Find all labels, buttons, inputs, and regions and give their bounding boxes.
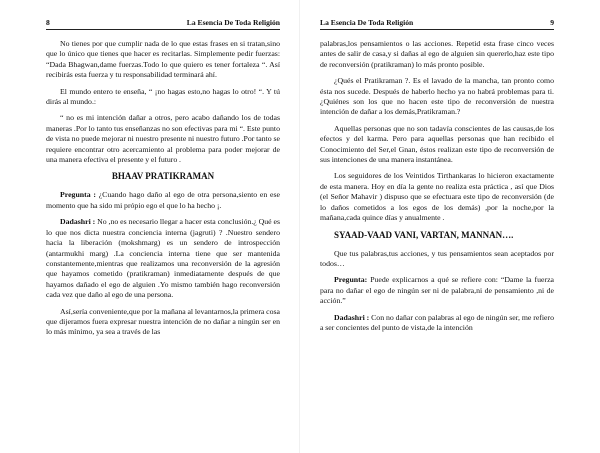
- left-page-header: [46, 18, 280, 30]
- dadashri-paragraph: [46, 217, 280, 300]
- paragraph: palabras,los pensamientos o las acciones. Repetid esta frase cinco veces antes de salir de casa,y si dañas al ego de alguien sin quererlo,haz este tipo de reconversión (pratikraman) lo más pronto posible.: [320, 39, 554, 69]
- paragraph: Los seguidores de los Veintidos Tirthankaras lo hicieron exactamente de esta manera. Hoy en día la gente no realiza esta práctica , así que Dios (el Señor Mahavir ) dispuso que se efectuara este tipo de reconversión (de lo daños cometidos a los egos de los demás) ,por la noche,por la mañana,cada quince días y anualmente .: [320, 171, 554, 223]
- running-head: La Esencia De Toda Religión: [320, 18, 414, 27]
- page-number: 8: [46, 18, 50, 27]
- pregunta-paragraph: [46, 190, 280, 211]
- paragraph: No tienes por que cumplir nada de lo que estas frases en si tratan,sino que lo único que tienes que hacer es recitarlas. Simplemente pedir fuerzas: “Dada Bhagwan,dame fuerzas.Todo lo que quiero es tener fortaleza “. Así recibirás esta fuerza y tu responsabilidad terminará ahí.: [46, 39, 280, 80]
- dadashri-paragraph: [320, 313, 554, 334]
- pregunta-text: Puede explicarnos a qué se refiere con: “Dame la fuerza para no dañar el ego de ningún ser ni de palabra,ni de pensamiento ,ni de acción.”: [320, 275, 555, 306]
- paragraph: Aquellas personas que no son tadavía conscientes de las causas,de los efectos y del karma. Pero para aquellas personas que han recibido el Conocimiento del Ser,el Gnan, éstos realizan este tipo de reconversión de sus intenciones de una manera instantánea.: [320, 123, 554, 165]
- section-title: SYAAD-VAAD VANI, VARTAN, MANNAN….: [334, 229, 514, 240]
- paragraph: Así,sería conveniente,que por la mañana al levantarnos,la primera cosa que dijeramos fuera expresar nuestra intención de no dañar a ningún ser en lo más mínimo, ya sea a través de las: [46, 306, 280, 337]
- section-title: BHAAV PRATIKRAMAN: [111, 171, 215, 182]
- dadashri-text: Con no dañar con palabras al ego de ningún ser, me refiero a ser concientes del punto de vista,de la intención: [320, 312, 554, 332]
- paragraph: Que tus palabras,tus acciones, y tus pensamientos sean aceptados por todos…: [320, 248, 554, 268]
- left-page-body: [46, 39, 280, 338]
- right-page-body: [320, 39, 554, 333]
- pregunta-text: ¿Cuando hago daño al ego de otra persona,siento en ese momento que ha sido mi própio ego el que lo ha hecho ¡.: [46, 190, 280, 210]
- pregunta-label: Pregunta :: [60, 190, 96, 200]
- running-head: La Esencia De Toda Religión: [186, 18, 280, 27]
- dadashri-label: Dadashri :: [60, 217, 96, 227]
- pregunta-paragraph: [320, 275, 554, 306]
- pregunta-label: Pregunta:: [334, 275, 368, 285]
- right-page-header: [320, 18, 554, 30]
- dadashri-label: Dadashri :: [334, 312, 370, 322]
- dadashri-text: No ,no es necesario llegar a hacer esta conclusión.¿ Qué es lo que nos dicta nuestra conciencia interna (jagruti) ? .Nuestro sendero hacia la liberación (mokshmarg) es un sendero de introspección (antarmukhi marg) .La conciencia interna tiene que ser mantenida constantemente,mientras que realizamos una reconversión de la agresión que hayamos cometido (pratikraman) inmediatamente después de que hayamos dañado el ego de alguien .Yo mismo también hago reconversión cada vez que daño al ego de una persona.: [46, 217, 281, 300]
- paragraph: “ no es mi intención dañar a otros, pero acabo dañando los de todas maneras .Por lo tanto tus enseñanzas no son efectivas para mi “. Este punto de vista no puede mejorar ni nuestro presente ni nuestro futuro .Por tanto se requiere encontrar otro acercamiento al problema para poder mejorar de una manera efectiva el presente y el futuro .: [46, 113, 280, 165]
- right-page: [300, 0, 600, 453]
- paragraph: El mundo entero te enseña, “ ¡no hagas esto,no hagas lo otro! “. Y tú dirás al mundo.:: [46, 86, 280, 107]
- page-number: 9: [550, 18, 554, 27]
- paragraph: ¿Qués el Pratikraman ?. Es el lavado de la mancha, tan pronto como ésta nos sucede. Después de haberlo hecho ya no habrá problemas para ti. ¿Quiénes son los que no hacen este tipo de reconversión de nuestra intención de dañar a los demás,Pratikraman.?: [320, 76, 554, 117]
